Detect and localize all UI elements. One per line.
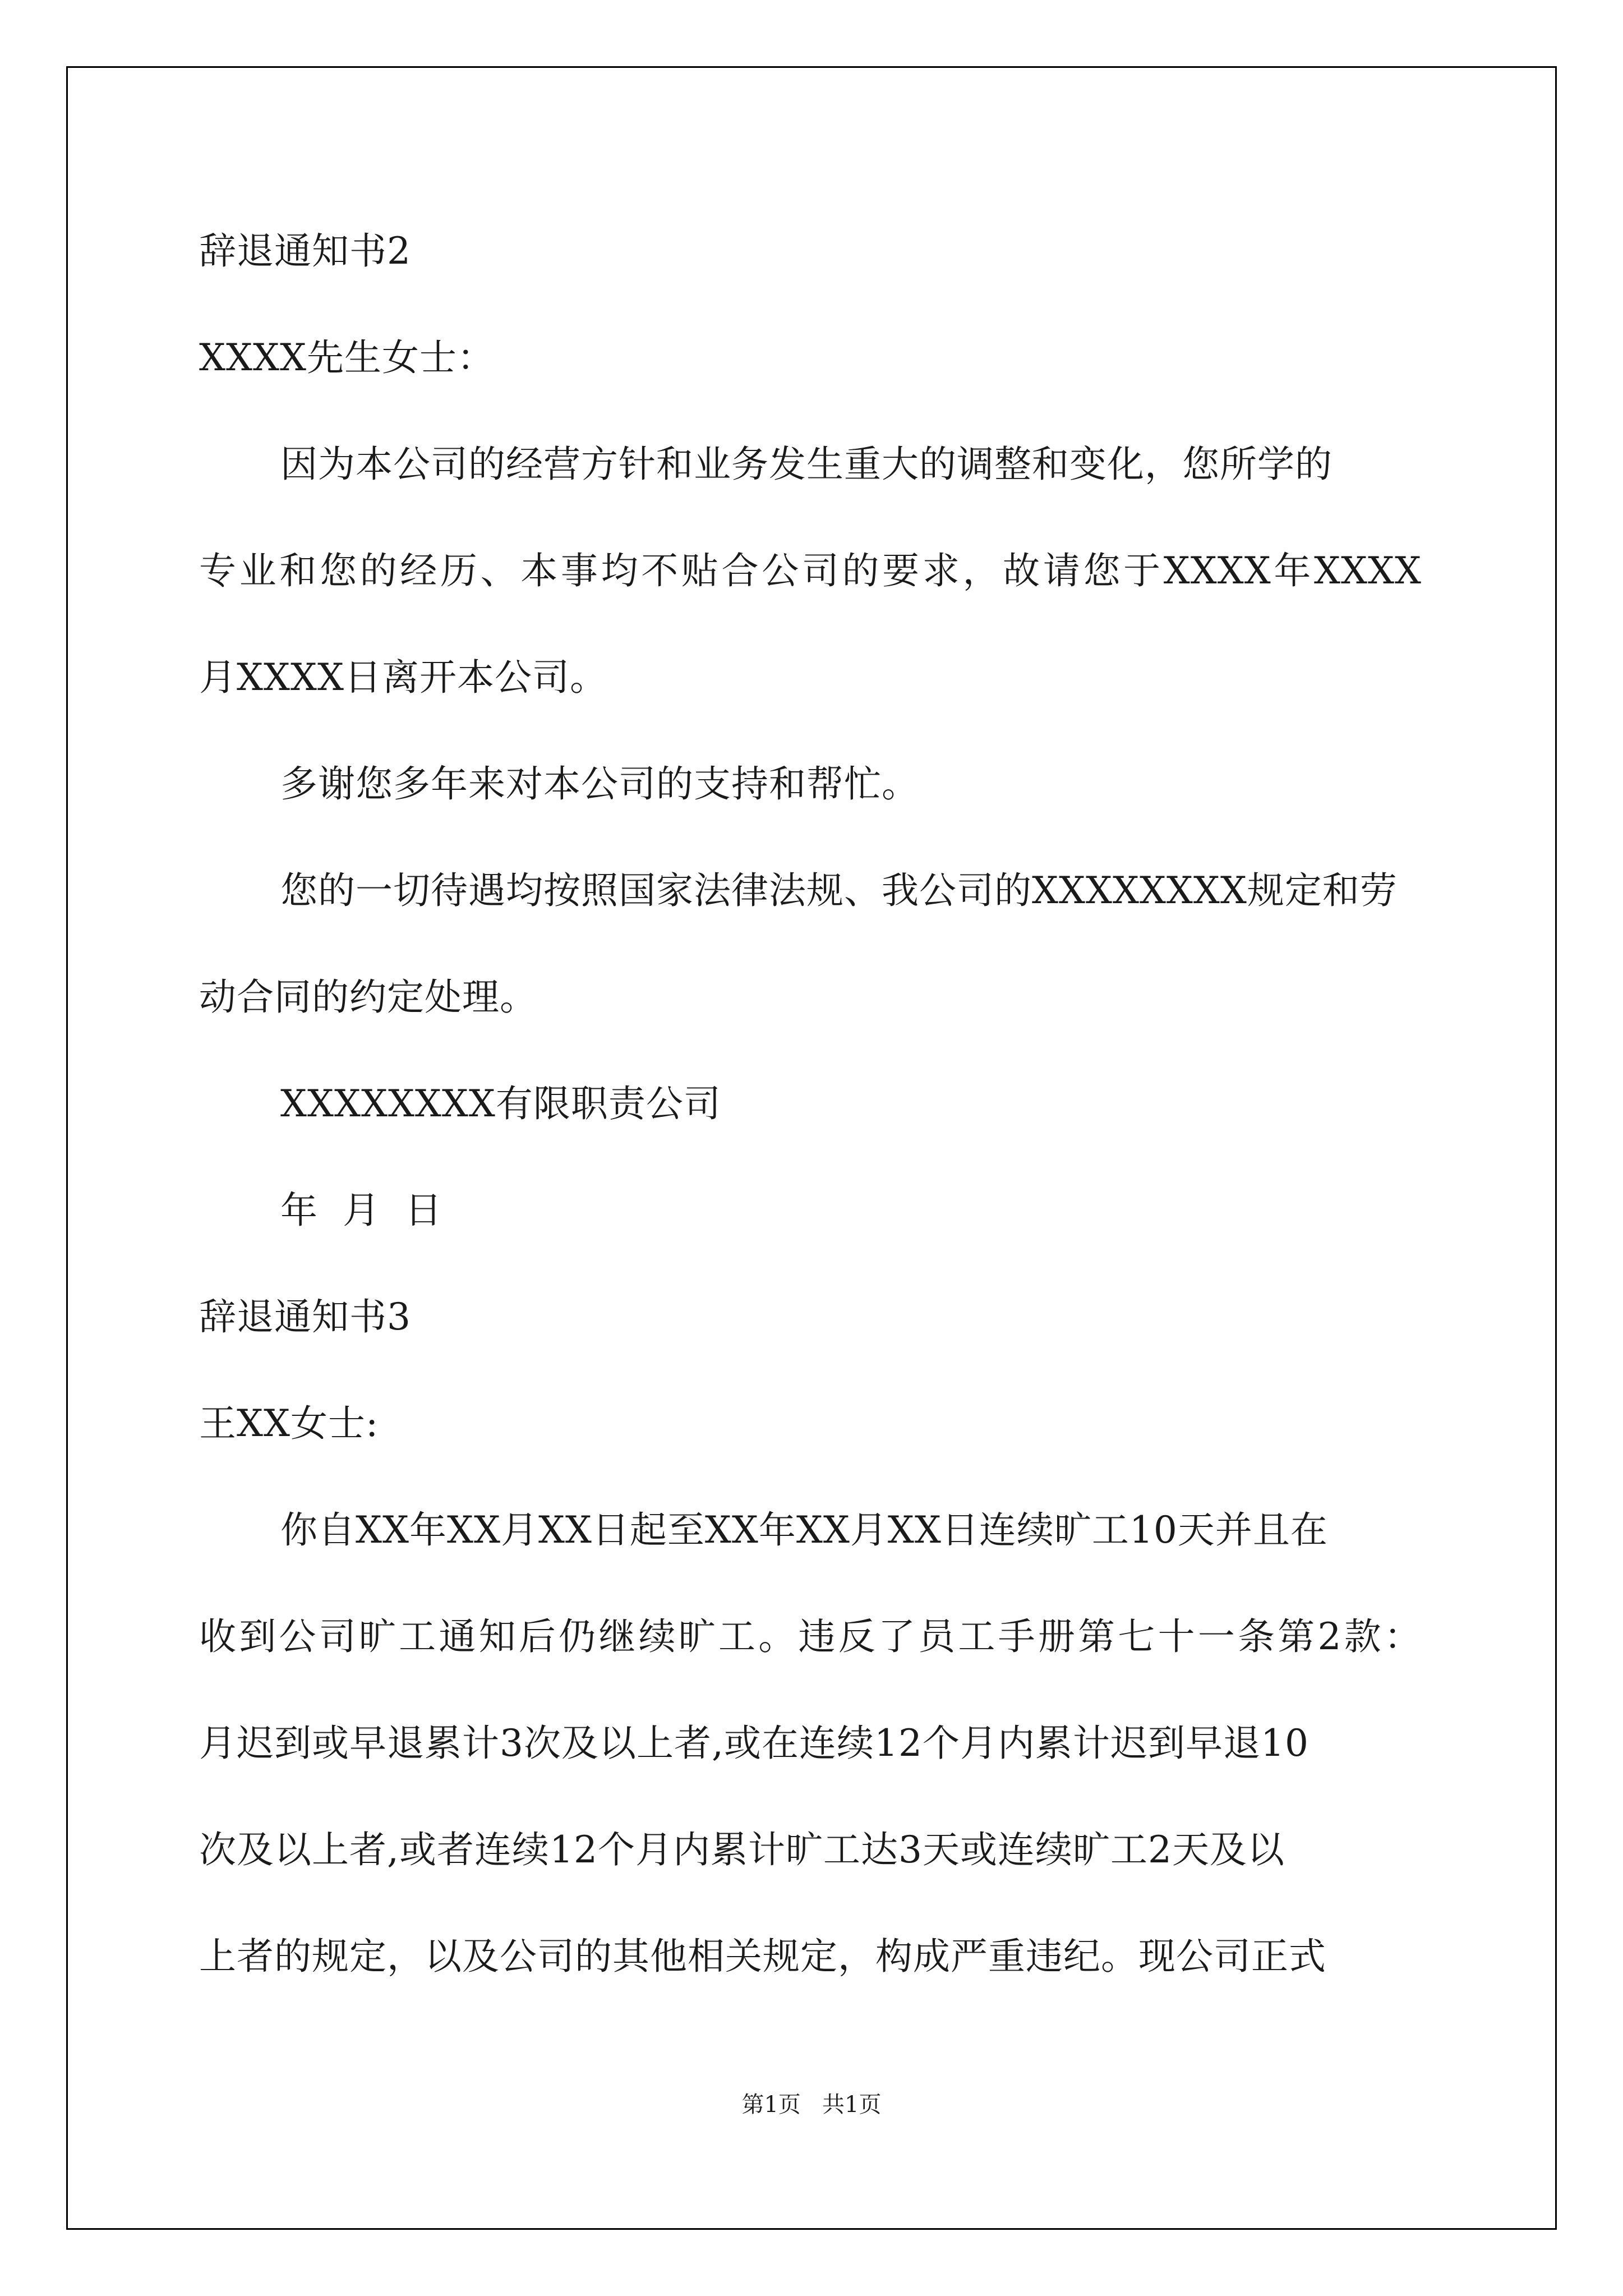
section-heading-3: 辞退通知书3: [199, 1295, 411, 1338]
paragraph-line: 月XXXX日离开本公司。: [199, 656, 607, 699]
salutation-2: XXXX先生女士：: [199, 336, 495, 379]
date-line: 年 月 日: [280, 1189, 442, 1232]
page-border: [66, 66, 1557, 2230]
company-signature: XXXXXXXX有限职责公司: [280, 1082, 721, 1125]
paragraph-line: 您的一切待遇均按照国家法律法规、我公司的XXXXXXXX规定和劳: [280, 869, 1398, 912]
paragraph-line: 月迟到或早退累计3次及以上者,或在连续12个月内累计迟到早退10: [199, 1722, 1309, 1765]
paragraph-line: 收到公司旷工通知后仍继续旷工。违反了员工手册第七十一条第2款：: [199, 1615, 1422, 1658]
paragraph-line: 次及以上者,或者连续12个月内累计旷工达3天或连续旷工2天及以: [199, 1828, 1285, 1871]
paragraph-line: 多谢您多年来对本公司的支持和帮忙。: [280, 762, 919, 806]
paragraph-line: 因为本公司的经营方针和业务发生重大的调整和变化，您所学的: [280, 443, 1332, 486]
paragraph-line: 你自XX年XX月XX日起至XX年XX月XX日连续旷工10天并且在: [280, 1508, 1328, 1552]
paragraph-line: 上者的规定，以及公司的其他相关规定，构成严重违纪。现公司正式: [199, 1935, 1326, 1978]
salutation-3: 王XX女士:: [199, 1402, 379, 1445]
page-footer: 第1页 共1页: [741, 2092, 882, 2118]
section-heading-2: 辞退通知书2: [199, 229, 411, 273]
paragraph-line: 专业和您的经历、本事均不贴合公司的要求，故请您于XXXX年XXXX: [199, 549, 1422, 592]
paragraph-line: 动合同的约定处理。: [199, 976, 537, 1019]
